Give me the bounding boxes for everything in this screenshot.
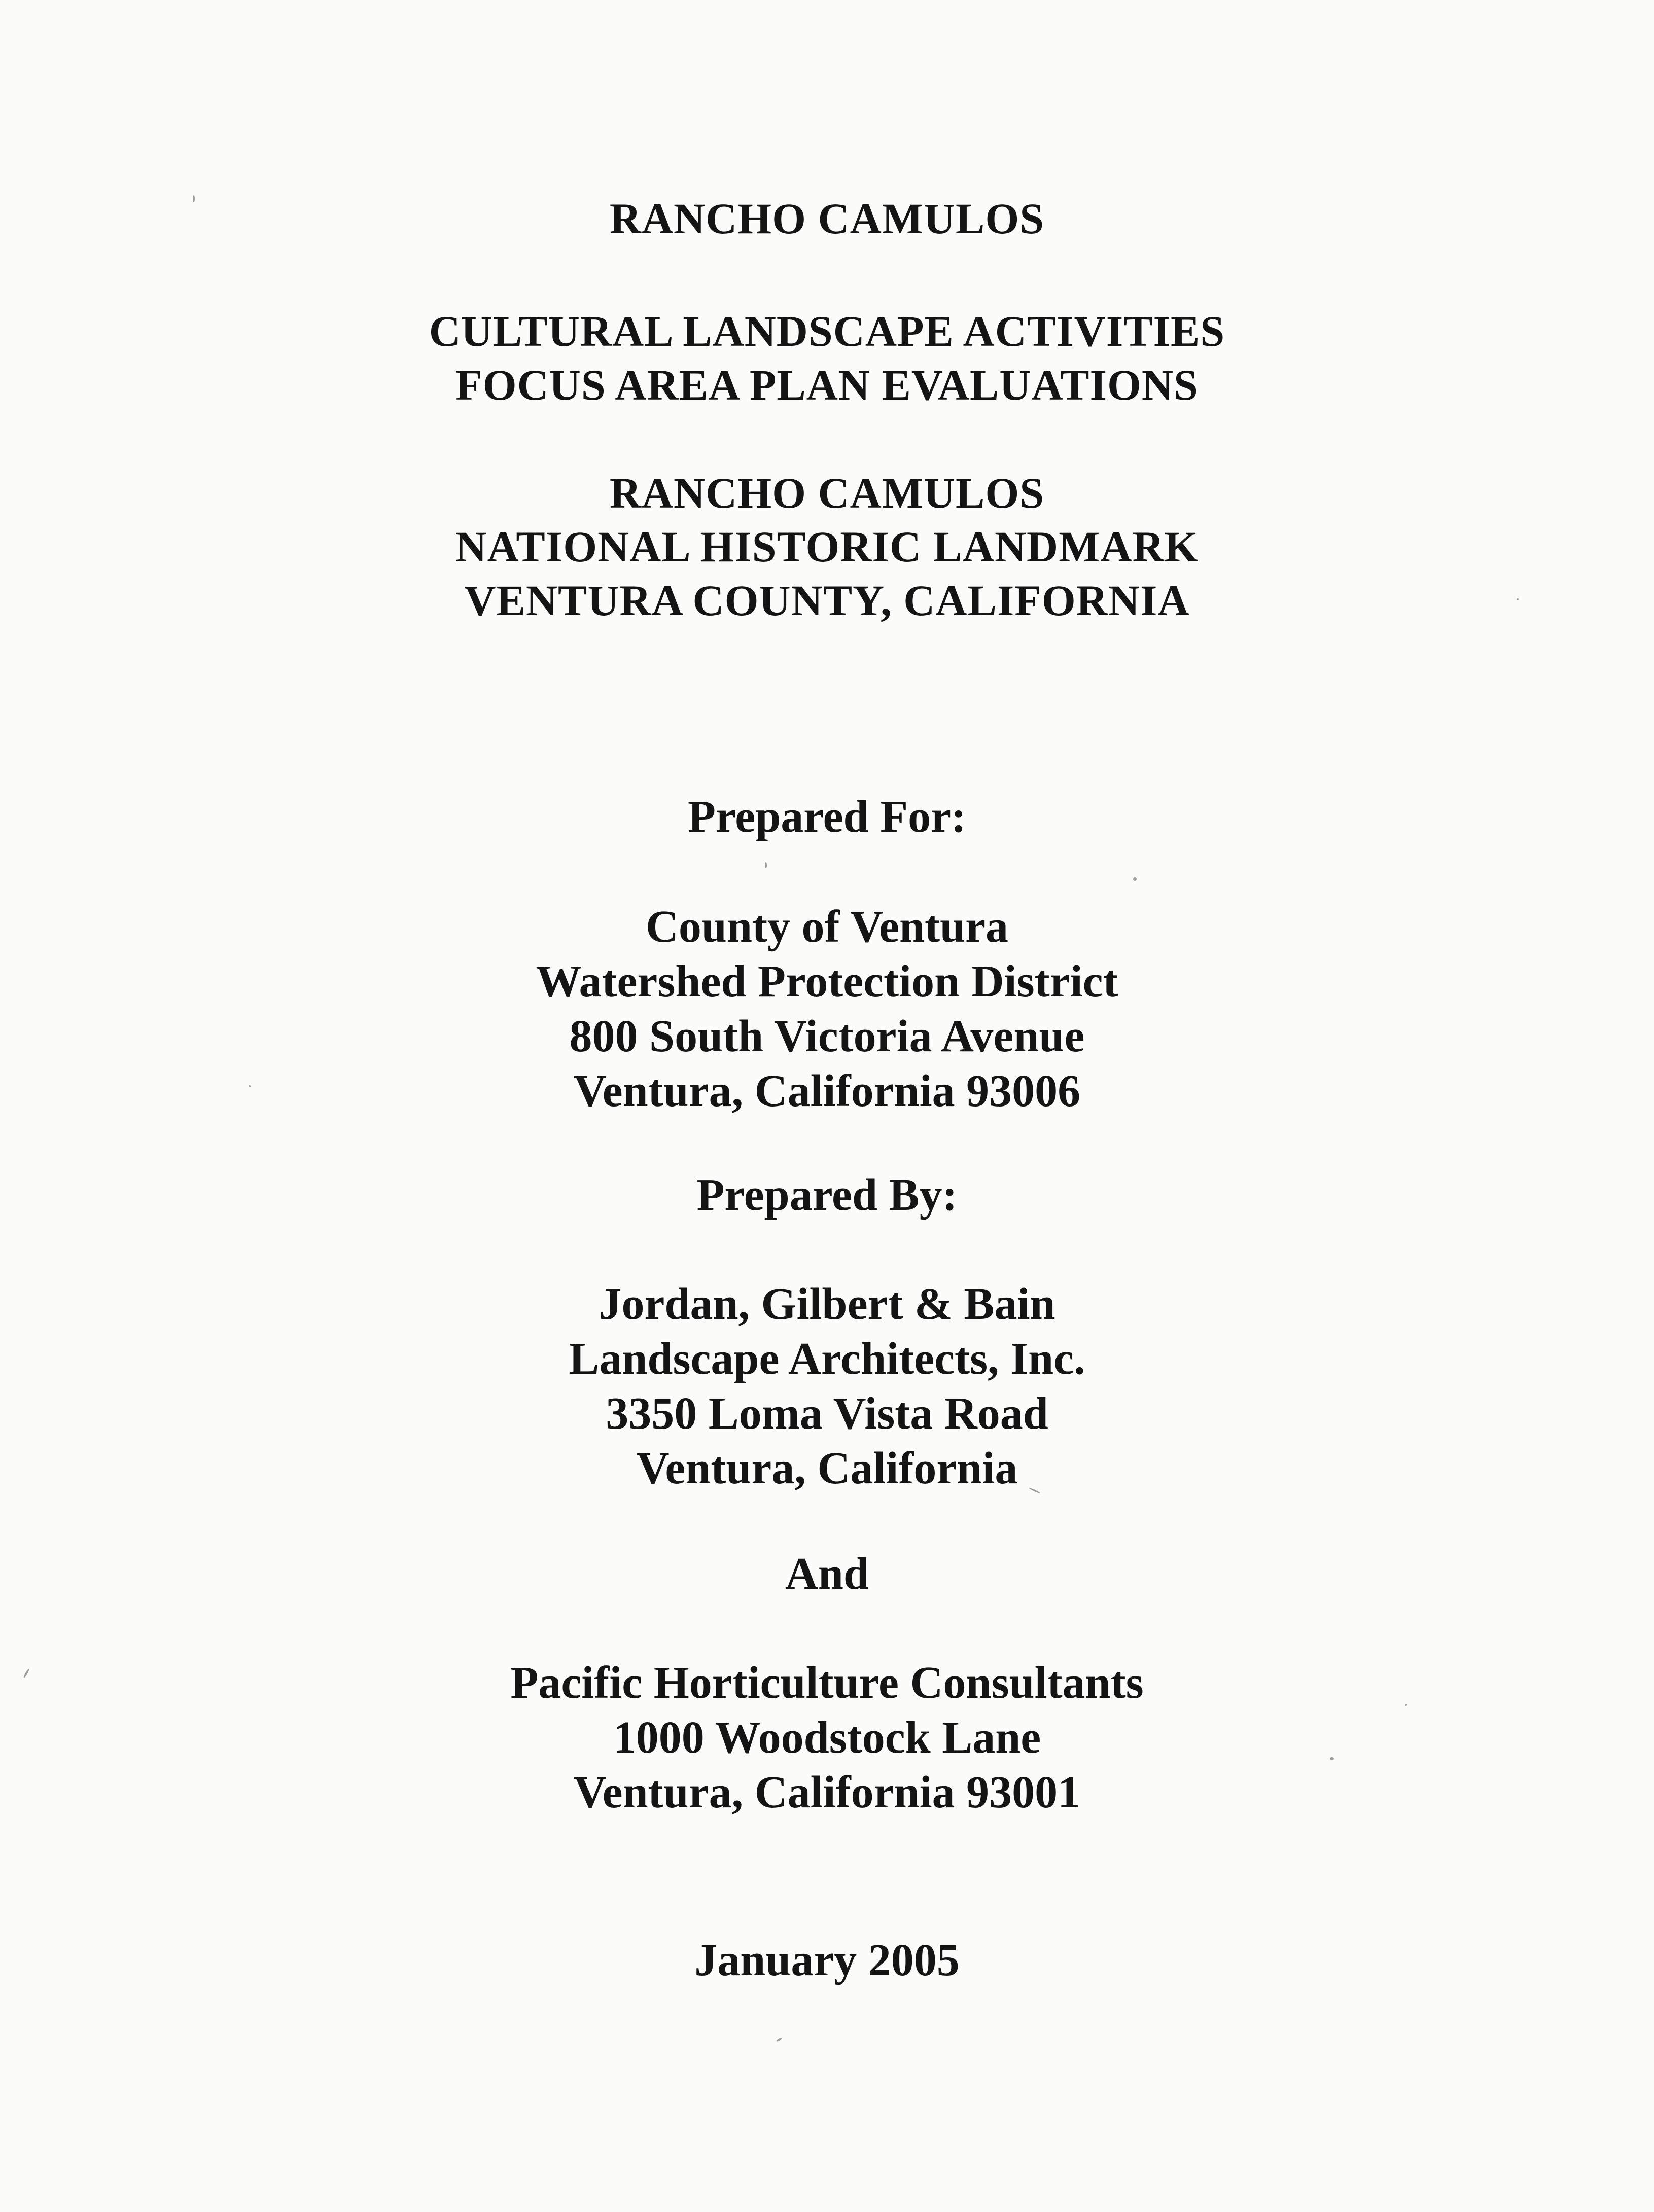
title-line: RANCHO CAMULOS (609, 194, 1045, 243)
firm2-line: 1000 Woodstock Lane (613, 1712, 1041, 1763)
firm1-line: Ventura, California (636, 1443, 1018, 1493)
scan-speck (776, 2037, 782, 2042)
scan-speck (193, 195, 195, 202)
scan-speck (1405, 1704, 1407, 1706)
landmark-line: RANCHO CAMULOS (609, 469, 1045, 517)
client-line: 800 South Victoria Avenue (569, 1011, 1085, 1061)
firm2-line: Ventura, California 93001 (573, 1767, 1081, 1817)
firm-address-1 (0, 1277, 1654, 1496)
scan-speck (1517, 598, 1519, 600)
firm1-line: 3350 Loma Vista Road (606, 1388, 1048, 1439)
firm2-line: Pacific Horticulture Consultants (510, 1658, 1144, 1708)
firm1-line: Jordan, Gilbert & Bain (599, 1279, 1055, 1329)
firm1-line: Landscape Architects, Inc. (569, 1334, 1085, 1384)
publication-date (0, 1933, 1654, 1988)
scan-speck (765, 862, 767, 868)
scan-speck (1330, 1757, 1334, 1760)
and-connector (0, 1547, 1654, 1601)
prepared-for-label: Prepared For: (687, 792, 966, 842)
prepared-by-heading (0, 1168, 1654, 1223)
landmark-line: NATIONAL HISTORIC LANDMARK (455, 522, 1199, 571)
and-label: And (785, 1549, 869, 1599)
client-line: County of Ventura (645, 902, 1009, 952)
landmark-designation (0, 466, 1654, 627)
date-label: January 2005 (694, 1935, 960, 1985)
document-title (0, 192, 1654, 245)
scan-speck (1133, 877, 1137, 881)
prepared-by-label: Prepared By: (696, 1170, 958, 1220)
subtitle-line: CULTURAL LANDSCAPE ACTIVITIES (429, 307, 1225, 355)
subtitle-line: FOCUS AREA PLAN EVALUATIONS (455, 361, 1199, 409)
client-line: Ventura, California 93006 (573, 1066, 1081, 1116)
scan-speck (249, 1085, 251, 1087)
client-line: Watershed Protection District (536, 956, 1118, 1007)
prepared-for-heading (0, 790, 1654, 844)
landmark-line: VENTURA COUNTY, CALIFORNIA (464, 576, 1190, 625)
firm-address-2 (0, 1656, 1654, 1820)
document-subtitle (0, 304, 1654, 412)
